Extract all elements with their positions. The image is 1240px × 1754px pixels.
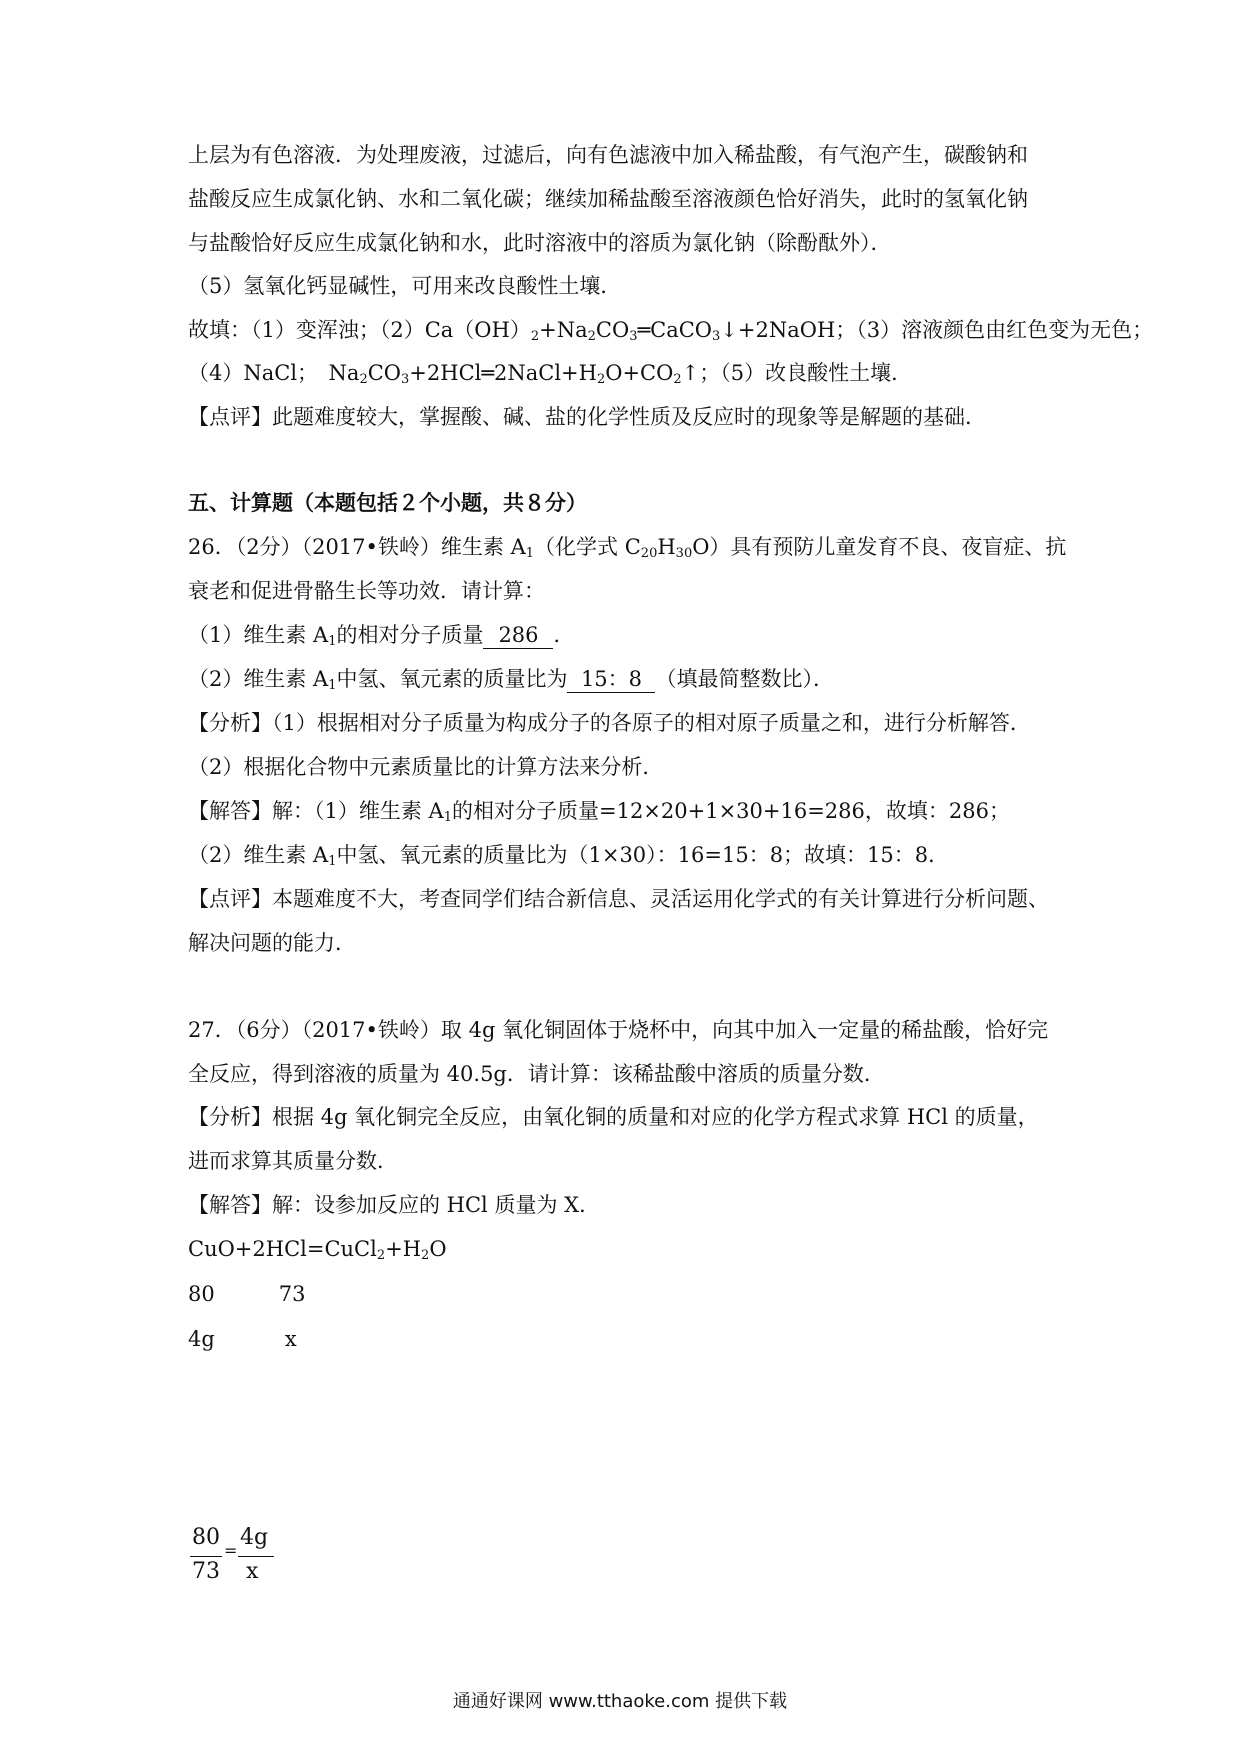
chemical-equation: $CuO+2HCl=CuCl_2+H_2O$ <box>188 1237 447 1263</box>
answer-line: 故填：（1）变浑浊；$(2)Ca(OH)_2+Na_2CO_3═CaCO_3↓+2NaOH$；（3）溶液颜色由红色变为无色； <box>188 318 1154 344</box>
text-line: 全反应，得到溶液的质量为 40.5g．请计算：该稀盐酸中溶质的质量分数． <box>188 1062 885 1086</box>
question-27: 27．（6分）（2017•铁岭）取 4g 氧化铜固体于烧杯中，向其中加入一定量的稀盐酸，恰好完 <box>188 1018 1049 1042</box>
footer-text: 通通好课网 www.tthaoke.com 提供下载 <box>452 1691 788 1712</box>
mass-row: 80 73 <box>188 1282 306 1306</box>
analysis-line: （2）根据化合物中元素质量比的计算方法来分析． <box>188 755 664 779</box>
fraction-numerator: 80 <box>192 1525 220 1550</box>
comment-line: 【点评】此题难度较大，掌握酸、碱、盐的化学性质及反应时的现象等是解题的基础． <box>188 405 986 429</box>
text-line: 衰老和促进骨骼生长等功效．请计算： <box>188 579 545 603</box>
fraction-bar <box>238 1556 274 1557</box>
solution-line: （2）维生素 $A_1$中氢、氧元素的质量比为（1×30）：16=15：8；故填：15：8． <box>188 843 950 869</box>
mass-row: 4g x <box>188 1327 297 1351</box>
equals-sign: = <box>224 1541 238 1560</box>
answer-blank: 15：8 <box>567 666 655 693</box>
text-line: （5）氢氧化钙显碱性，可用来改良酸性土壤． <box>188 274 622 298</box>
fraction-numerator: 4g <box>240 1525 269 1550</box>
fraction-denominator: x <box>246 1559 259 1584</box>
question-26-part1: （1）维生素 $A_1$的相对分子质量 286 ． <box>188 623 575 649</box>
analysis-line: 进而求算其质量分数． <box>188 1149 398 1173</box>
analysis-line: 【分析】（1）根据相对分子质量为构成分子的各原子的相对原子质量之和，进行分析解答． <box>188 711 1031 735</box>
answer-blank: 286 <box>483 622 553 649</box>
comment-line: 解决问题的能力． <box>188 931 356 955</box>
answer-line: （4）NaCl； $Na_2CO_3+2HCl═2NaCl+H_2O+CO_2↑$；（5）改良酸性土壤． <box>188 361 913 387</box>
comment-line: 【点评】本题难度不大，考查同学们结合新信息、灵活运用化学式的有关计算进行分析问题、 <box>188 887 1049 911</box>
question-26-part2: （2）维生素 $A_1$中氢、氧元素的质量比为 15：8 （填最简整数比）． <box>188 667 834 693</box>
analysis-line: 【分析】根据 4g 氧化铜完全反应，由氧化铜的质量和对应的化学方程式求算 HCl 的质量， <box>188 1105 1039 1129</box>
section-heading: 五、计算题（本题包括２个小题，共８分） <box>188 491 587 515</box>
question-26: 26．（2分）（2017•铁岭）维生素 $A_1$（化学式 $C_{20}H_{30}O$）具有预防儿童发育不良、夜盲症、抗 <box>188 535 1067 561</box>
fraction-denominator: 73 <box>192 1559 220 1584</box>
solution-line: 【解答】解：（1）维生素 $A_1$的相对分子质量=12×20+1×30+16=286，故填：286； <box>188 799 1010 825</box>
text-line: 盐酸反应生成氯化钠、水和二氧化碳；继续加稀盐酸至溶液颜色恰好消失，此时的氢氧化钠 <box>188 187 1028 211</box>
text-line: 与盐酸恰好反应生成氯化钠和水，此时溶液中的溶质为氯化钠（除酚酞外）． <box>188 231 892 255</box>
text-line: 上层为有色溶液．为处理废液，过滤后，向有色滤液中加入稀盐酸，有气泡产生，碳酸钠和 <box>188 143 1028 167</box>
solution-line: 【解答】解：设参加反应的 HCl 质量为 X． <box>188 1193 601 1217</box>
fraction-bar <box>190 1556 222 1557</box>
